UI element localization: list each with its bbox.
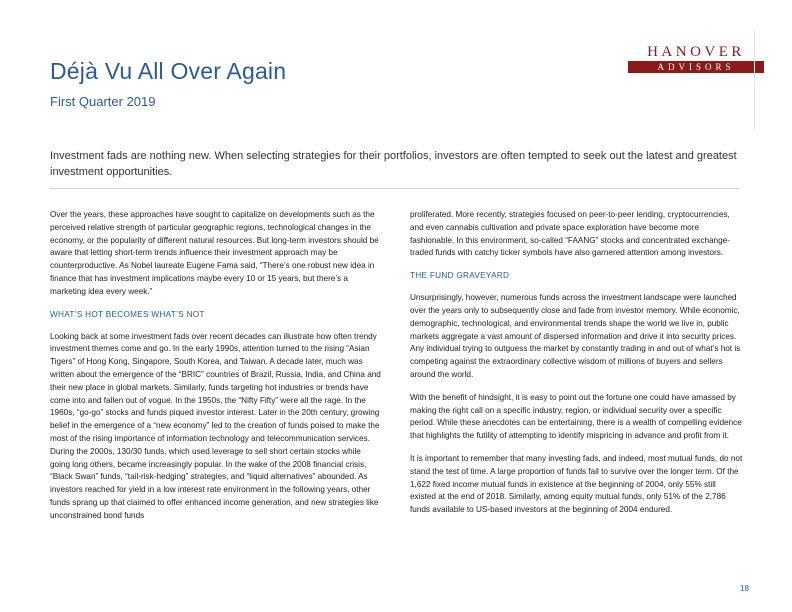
right-paragraph-3: With the benefit of hindsight, it is easy to point out the fortune one could have amassed by making the right call on a specific industry, region, or individual security over a specific period. While these anecdotes can be entertaining, there is a wealth of compelling evidence that highlights the futility of attempting to identify mispricing in advance and profit from it. (410, 392, 742, 441)
intro-paragraph: Investment fads are nothing new. When selecting strategies for their portfolios, investors are often tempted to seek out the latest and greatest investment opportunities. (50, 150, 737, 178)
hanover-advisors-logo (628, 44, 764, 73)
logo-wordmark-top: HANOVER (647, 44, 745, 60)
logo-wordmark-bottom: ADVISORS (628, 61, 764, 73)
left-column (50, 209, 383, 533)
section-heading-fund-graveyard: THE FUND GRAVEYARD (410, 271, 510, 281)
right-paragraph-2: Unsurprisingly, however, numerous funds across the investment landscape were launched over the years only to subsequently close and fade from investor memory. While economic, demographic, technological, and environmental trends shape the world we live in, public markets aggregate a vast amount of dispersed information and drive it into security prices. Any individual trying to outguess the market by constantly trading in and out of what’s hot is competing against the extraordinary collective wisdom of millions of buyers and sellers around the world. (410, 293, 741, 379)
right-paragraph-4: It is important to remember that many investing fads, and indeed, most mutual funds, do not stand the test of time. A large proportion of funds fail to survive over the longer term. Of the 1,622 fixed income mutual funds in existence at the beginning of 2004, only 55% still existed at the end of 2018. Similarly, among equity mutual funds, only 51% of the 2,786 funds available to US-based investors at the beginning of 2004 endured. (410, 453, 743, 515)
left-paragraph-2: Looking back at some investment fads over recent decades can illustrate how often trendy investment themes come and go. In the early 1990s, attention turned to the rising “Asian Tigers” of Hong Kong, Singapore, South Korea, and Taiwan. A decade later, much was written about the emergence of the “BRIC” countries of Brazil, Russia, India, and China and their new place in global markets. Similarly, funds targeting hot industries or trends have come into and fallen out of vogue. In the 1950s, the “Nifty Fifty” were all the rage. In the 1960s, “go-go” stocks and funds piqued investor interest. Later in the 20th century, growing belief in the emergence of a “new economy” led to the creation of funds poised to make the most of the rising importance of information technology and telecommunication services. During the 2000s, 130/30 funds, which used leverage to sell short certain stocks while going long others, became increasingly popular. In the wake of the 2008 financial crisis, “Black Swan” funds, “tail-risk-hedging” strategies, and “liquid alternatives” abounded. As investors reached for yield in a low interest rate environment in the following years, other funds sprang up that claimed to offer enhanced income generation, and new strategies like unconstrained bond funds (50, 331, 381, 520)
page-title: Déjà Vu All Over Again (50, 58, 287, 84)
right-column (410, 209, 743, 527)
right-paragraph-1: proliferated. More recently, strategies focused on peer-to-peer lending, cryptocurrencies, and even cannabis cultivation and private space exploration have become more fashionable. In this environment, so-called “FAANG” stocks and concentrated exchange-traded funds with catchy ticker symbols have also garnered attention among investors. (410, 210, 730, 258)
page-number: 18 (740, 584, 749, 593)
page-subtitle: First Quarter 2019 (50, 94, 156, 109)
margin-divider (754, 30, 755, 130)
left-paragraph-1: Over the years, these approaches have sought to capitalize on developments such as the perceived relative strength of particular geographic regions, technological changes in the economy, or the popularity of different natural resources. But long-term investors should be aware that letting short-term trends influence their investment approach may be counterproductive. As Nobel laureate Eugene Fama said, “There’s one robust new idea in finance that has investment implications maybe every 10 or 15 years, but there’s a marketing idea every week.” (50, 210, 379, 296)
section-heading-whats-hot: WHAT’S HOT BECOMES WHAT’S NOT (50, 309, 205, 319)
section-divider (50, 188, 740, 189)
